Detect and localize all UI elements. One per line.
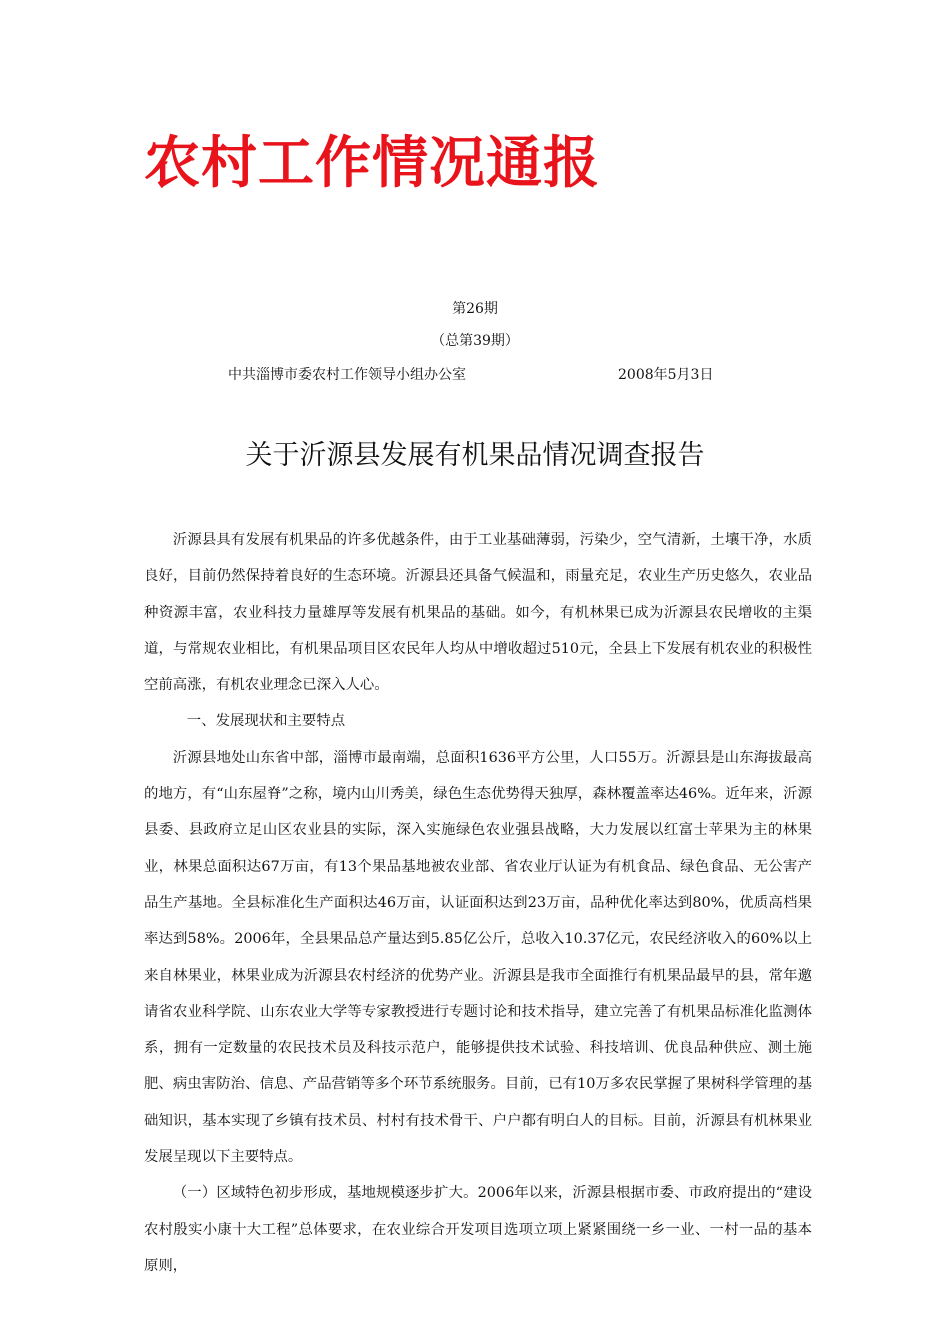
issue-number: 第26期: [452, 301, 498, 317]
report-body: [144, 522, 812, 1284]
issuer: 中共淄博市委农村工作领导小组办公室: [228, 367, 466, 383]
section-heading: 一、发展现状和主要特点: [186, 713, 346, 730]
body-paragraph: 沂源县具有发展有机果品的许多优越条件，由于工业基础薄弱，污染少，空气清新，土壤干净，水质良好，目前仍然保持着良好的生态环境。沂源县还具备气候温和，雨量充足，农业生产历史悠久，农业品种资源丰富，农业科技力量雄厚等发展有机果品的基础。如今，有机林果已成为沂源县农民增收的主渠道，与常规农业相比，有机果品项目区农民年人均从中增收超过510元，全县上下发展有机农业的积极性空前高涨，有机农业理念已深入人心。: [144, 532, 812, 694]
body-paragraph: 沂源县地处山东省中部，淄博市最南端，总面积1636平方公里，人口55万。沂源县是山东海拔最高的地方，有“山东屋脊”之称，境内山川秀美，绿色生态优势得天独厚，森林覆盖率达46%。近年来，沂源县委、县政府立足山区农业县的实际，深入实施绿色农业强县战略，大力发展以红富士苹果为主的林果业，林果总面积达67万亩，有13个果品基地被农业部、省农业厅认证为有机食品、绿色食品、无公害产品生产基地。全县标准化生产面积达46万亩，认证面积达到23万亩，品种优化率达到80%，优质高档果率达到58%。2006年，全县果品总产量达到5.85亿公斤，总收入10.37亿元，农民经济收入的60%以上来自林果业，林果业成为沂源县农村经济的优势产业。沂源县是我市全面推行有机果品最早的县，常年邀请省农业科学院、山东农业大学等专家教授进行专题讨论和技术指导，建立完善了有机果品标准化监测体系，拥有一定数量的农民技术员及科技示范户，能够提供技术试验、科技培训、优良品种供应、测土施肥、病虫害防治、信息、产品营销等多个环节系统服务。目前，已有10万多农民掌握了果树科学管理的基础知识，基本实现了乡镇有技术员、村村有技术骨干、户户都有明白人的目标。目前，沂源县有机林果业发展呈现以下主要特点。: [144, 749, 812, 1166]
report-title: 关于沂源县发展有机果品情况调查报告: [245, 440, 705, 471]
issue-total: （总第39期）: [431, 333, 519, 349]
masthead-title: 农村工作情况通报: [144, 130, 600, 196]
body-paragraph: （一）区域特色初步形成，基地规模逐步扩大。2006年以来，沂源县根据市委、市政府提出的“建设农村殷实小康十大工程”总体要求，在农业综合开发项目选项立项上紧紧围绕一乡一业、一村一品的基本原则，: [144, 1185, 812, 1274]
issue-date: 2008年5月3日: [618, 367, 714, 383]
